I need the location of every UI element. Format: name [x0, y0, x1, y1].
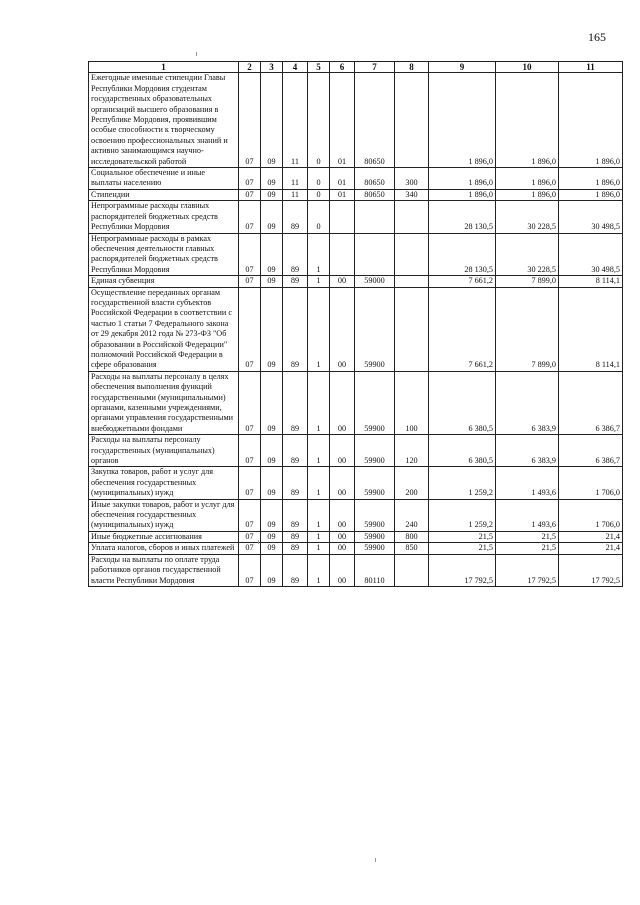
code-subsection: 09	[261, 287, 283, 371]
code-subsection: 09	[261, 168, 283, 190]
code-type: 850	[395, 543, 429, 554]
code-subprogram: 0	[308, 201, 330, 233]
table-row	[89, 543, 623, 554]
code-direction: 59900	[355, 371, 395, 434]
value-year-1: 7 661,2	[429, 287, 496, 371]
code-subprogram: 1	[308, 499, 330, 531]
value-year-2: 6 383,9	[496, 371, 559, 434]
code-subprogram: 1	[308, 467, 330, 499]
value-year-2: 6 383,9	[496, 435, 559, 467]
code-section: 07	[239, 189, 261, 200]
code-program: 89	[283, 554, 308, 586]
code-direction: 59900	[355, 499, 395, 531]
scan-mark	[258, 540, 259, 544]
table-row	[89, 499, 623, 531]
row-name: Осуществление переданных органам государственной власти субъектов Российской Федерации в соответствии с частью 1 статьи 7 Федерального закона от 29 декабря 2012 года № 273-ФЗ "Об образовании в Российской Федерации" полномочий Российской Федерации в сфере образования	[89, 287, 239, 371]
code-subprogram: 1	[308, 554, 330, 586]
code-subprogram: 0	[308, 168, 330, 190]
code-type	[395, 201, 429, 233]
column-header: 2	[239, 62, 261, 73]
column-header: 8	[395, 62, 429, 73]
row-name: Иные закупки товаров, работ и услуг для обеспечения государственных (муниципальных) нужд	[89, 499, 239, 531]
row-name: Непрограммные расходы в рамках обеспечения деятельности главных распорядителей бюджетных средств Республики Мордовия	[89, 233, 239, 276]
code-subprogram: 1	[308, 543, 330, 554]
code-subprogram: 1	[308, 287, 330, 371]
code-type	[395, 276, 429, 287]
table-row	[89, 554, 623, 586]
column-header: 11	[559, 62, 623, 73]
row-name: Ежегодные именные стипендии Главы Республики Мордовия студентам государственных образовательных организаций высшего образования в Республике Мордовия, проявившим особые способности к творческому освоению профессиональных знаний и активно занимающимся научно-исследовательской работой	[89, 73, 239, 168]
column-header: 5	[308, 62, 330, 73]
code-program: 89	[283, 287, 308, 371]
value-year-1: 1 896,0	[429, 189, 496, 200]
code-program: 89	[283, 201, 308, 233]
value-year-1: 7 661,2	[429, 276, 496, 287]
code-program: 11	[283, 73, 308, 168]
code-program: 89	[283, 531, 308, 542]
code-direction	[355, 201, 395, 233]
value-year-2: 21,5	[496, 543, 559, 554]
value-year-3: 21,4	[559, 543, 623, 554]
code-program: 89	[283, 499, 308, 531]
value-year-2: 1 493,6	[496, 499, 559, 531]
code-subsection: 09	[261, 554, 283, 586]
code-subsection: 09	[261, 499, 283, 531]
value-year-3: 8 114,1	[559, 276, 623, 287]
table-body	[89, 73, 623, 587]
code-program: 89	[283, 435, 308, 467]
code-direction: 59900	[355, 467, 395, 499]
code-type	[395, 73, 429, 168]
column-header: 6	[330, 62, 355, 73]
value-year-3: 1 896,0	[559, 73, 623, 168]
code-event: 01	[330, 168, 355, 190]
row-name: Расходы на выплаты персоналу в целях обеспечения выполнения функций государственными (муниципальными) органами, казенными учреждениями, органами управления государственными внебюджетными фондами	[89, 371, 239, 434]
code-subsection: 09	[261, 435, 283, 467]
value-year-3: 21,4	[559, 531, 623, 542]
code-direction: 59900	[355, 435, 395, 467]
code-program: 89	[283, 371, 308, 434]
code-section: 07	[239, 168, 261, 190]
value-year-3: 1 896,0	[559, 189, 623, 200]
code-program: 11	[283, 168, 308, 190]
value-year-3: 17 792,5	[559, 554, 623, 586]
row-name: Единая субвенция	[89, 276, 239, 287]
code-direction: 80110	[355, 554, 395, 586]
code-direction: 80650	[355, 168, 395, 190]
value-year-2: 7 899,0	[496, 276, 559, 287]
code-type: 200	[395, 467, 429, 499]
column-header: 10	[496, 62, 559, 73]
table-row	[89, 233, 623, 276]
value-year-2: 21,5	[496, 531, 559, 542]
column-header: 7	[355, 62, 395, 73]
code-subsection: 09	[261, 371, 283, 434]
column-header: 9	[429, 62, 496, 73]
code-section: 07	[239, 435, 261, 467]
code-subprogram: 1	[308, 435, 330, 467]
table-row	[89, 168, 623, 190]
code-type: 100	[395, 371, 429, 434]
value-year-1: 21,5	[429, 531, 496, 542]
value-year-1: 28 130,5	[429, 233, 496, 276]
value-year-3: 1 706,0	[559, 467, 623, 499]
code-program: 89	[283, 276, 308, 287]
code-event: 01	[330, 73, 355, 168]
value-year-1: 1 896,0	[429, 73, 496, 168]
code-event: 00	[330, 276, 355, 287]
code-program: 89	[283, 467, 308, 499]
code-subprogram: 1	[308, 233, 330, 276]
code-direction: 80650	[355, 189, 395, 200]
value-year-3: 8 114,1	[559, 287, 623, 371]
code-direction: 59900	[355, 287, 395, 371]
table-row	[89, 201, 623, 233]
code-section: 07	[239, 201, 261, 233]
code-event	[330, 233, 355, 276]
code-event: 01	[330, 189, 355, 200]
code-section: 07	[239, 499, 261, 531]
code-subprogram: 0	[308, 189, 330, 200]
row-name: Стипендии	[89, 189, 239, 200]
value-year-1: 6 380,5	[429, 371, 496, 434]
page-number: 165	[588, 30, 606, 44]
code-subsection: 09	[261, 531, 283, 542]
column-header: 1	[89, 62, 239, 73]
code-event: 00	[330, 371, 355, 434]
row-name: Закупка товаров, работ и услуг для обеспечения государственных (муниципальных) нужд	[89, 467, 239, 499]
code-subsection: 09	[261, 233, 283, 276]
code-section: 07	[239, 73, 261, 168]
code-event: 00	[330, 499, 355, 531]
code-subprogram: 1	[308, 531, 330, 542]
row-name: Расходы на выплаты персоналу государственных (муниципальных) органов	[89, 435, 239, 467]
code-event: 00	[330, 435, 355, 467]
code-direction: 59000	[355, 276, 395, 287]
code-section: 07	[239, 276, 261, 287]
code-type: 340	[395, 189, 429, 200]
code-event	[330, 201, 355, 233]
code-direction: 59900	[355, 543, 395, 554]
code-subsection: 09	[261, 543, 283, 554]
code-section: 07	[239, 233, 261, 276]
budget-table	[88, 61, 623, 587]
code-type	[395, 233, 429, 276]
code-section: 07	[239, 531, 261, 542]
code-type	[395, 554, 429, 586]
row-name: Иные бюджетные ассигнования	[89, 531, 239, 542]
code-subsection: 09	[261, 276, 283, 287]
code-section: 07	[239, 287, 261, 371]
code-direction: 59900	[355, 531, 395, 542]
table-row	[89, 371, 623, 434]
table-row	[89, 73, 623, 168]
scan-mark	[375, 858, 376, 862]
value-year-3: 6 386,7	[559, 371, 623, 434]
value-year-2: 1 896,0	[496, 73, 559, 168]
code-subsection: 09	[261, 467, 283, 499]
table-row	[89, 276, 623, 287]
code-subsection: 09	[261, 73, 283, 168]
code-section: 07	[239, 371, 261, 434]
code-event: 00	[330, 531, 355, 542]
table-row	[89, 467, 623, 499]
code-type: 800	[395, 531, 429, 542]
value-year-3: 1 896,0	[559, 168, 623, 190]
code-event: 00	[330, 554, 355, 586]
table-row	[89, 287, 623, 371]
value-year-2: 30 228,5	[496, 201, 559, 233]
column-header: 4	[283, 62, 308, 73]
code-program: 89	[283, 543, 308, 554]
code-direction: 80650	[355, 73, 395, 168]
value-year-3: 30 498,5	[559, 233, 623, 276]
value-year-2: 1 493,6	[496, 467, 559, 499]
value-year-1: 17 792,5	[429, 554, 496, 586]
code-type: 300	[395, 168, 429, 190]
code-section: 07	[239, 543, 261, 554]
table-row	[89, 189, 623, 200]
code-direction	[355, 233, 395, 276]
code-program: 89	[283, 233, 308, 276]
value-year-2: 17 792,5	[496, 554, 559, 586]
value-year-3: 6 386,7	[559, 435, 623, 467]
row-name: Уплата налогов, сборов и иных платежей	[89, 543, 239, 554]
scan-mark	[196, 52, 197, 56]
code-subprogram: 0	[308, 73, 330, 168]
value-year-1: 28 130,5	[429, 201, 496, 233]
column-header: 3	[261, 62, 283, 73]
row-name: Непрограммные расходы главных распорядителей бюджетных средств Республики Мордовия	[89, 201, 239, 233]
code-type: 240	[395, 499, 429, 531]
value-year-2: 7 899,0	[496, 287, 559, 371]
code-subprogram: 1	[308, 276, 330, 287]
code-section: 07	[239, 467, 261, 499]
table-row	[89, 435, 623, 467]
code-type: 120	[395, 435, 429, 467]
code-subsection: 09	[261, 201, 283, 233]
code-type	[395, 287, 429, 371]
value-year-1: 1 259,2	[429, 499, 496, 531]
value-year-2: 1 896,0	[496, 189, 559, 200]
value-year-2: 1 896,0	[496, 168, 559, 190]
code-subprogram: 1	[308, 371, 330, 434]
table-row	[89, 531, 623, 542]
value-year-1: 6 380,5	[429, 435, 496, 467]
value-year-1: 1 259,2	[429, 467, 496, 499]
value-year-1: 21,5	[429, 543, 496, 554]
row-name: Социальное обеспечение и иные выплаты населению	[89, 168, 239, 190]
code-event: 00	[330, 543, 355, 554]
value-year-1: 1 896,0	[429, 168, 496, 190]
value-year-2: 30 228,5	[496, 233, 559, 276]
value-year-3: 30 498,5	[559, 201, 623, 233]
code-program: 11	[283, 189, 308, 200]
code-section: 07	[239, 554, 261, 586]
header-row	[89, 62, 623, 73]
row-name: Расходы на выплаты по оплате труда работников органов государственной власти Республики Мордовия	[89, 554, 239, 586]
value-year-3: 1 706,0	[559, 499, 623, 531]
code-event: 00	[330, 287, 355, 371]
code-subsection: 09	[261, 189, 283, 200]
code-event: 00	[330, 467, 355, 499]
